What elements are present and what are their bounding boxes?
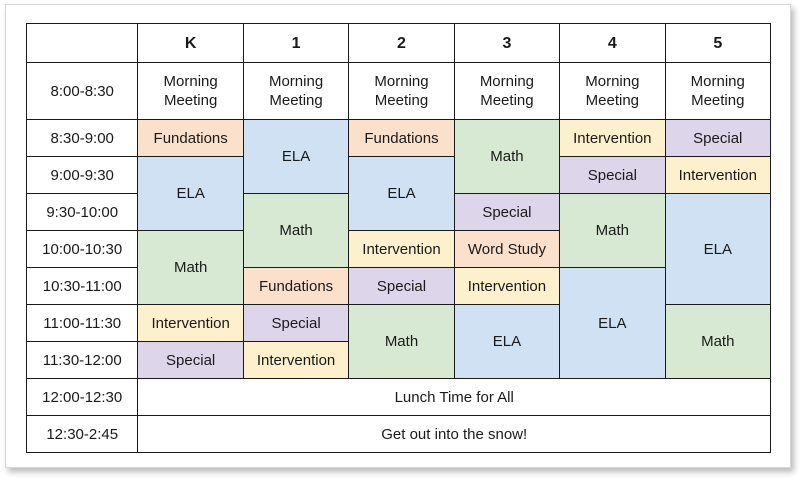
math-cell: Math	[454, 120, 559, 194]
ela-cell: ELA	[243, 120, 348, 194]
fundations-cell: Fundations	[349, 120, 454, 157]
time-cell: 9:00-9:30	[27, 157, 138, 194]
morning-meeting-cell: Morning Meeting	[454, 63, 559, 120]
math-cell: Math	[349, 305, 454, 379]
schedule-table	[26, 23, 771, 453]
time-cell: 12:00-12:30	[27, 379, 138, 416]
special-cell: Special	[243, 305, 348, 342]
header-row	[27, 24, 771, 63]
fundations-cell: Fundations	[138, 120, 243, 157]
intervention-cell: Intervention	[349, 231, 454, 268]
table-row	[27, 63, 771, 120]
morning-meeting-cell: Morning Meeting	[560, 63, 665, 120]
special-cell: Special	[138, 342, 243, 379]
afternoon-cell: Get out into the snow!	[138, 416, 771, 453]
grade-header: K	[138, 24, 243, 63]
morning-meeting-cell: Morning Meeting	[665, 63, 770, 120]
time-cell: 10:30-11:00	[27, 268, 138, 305]
grade-header: 4	[560, 24, 665, 63]
time-cell: 11:00-11:30	[27, 305, 138, 342]
intervention-cell: Intervention	[454, 268, 559, 305]
morning-meeting-cell: Morning Meeting	[243, 63, 348, 120]
morning-meeting-cell: Morning Meeting	[138, 63, 243, 120]
math-cell: Math	[560, 194, 665, 268]
time-cell: 11:30-12:00	[27, 342, 138, 379]
word-study-cell: Word Study	[454, 231, 559, 268]
ela-cell: ELA	[349, 157, 454, 231]
time-cell: 10:00-10:30	[27, 231, 138, 268]
table-row	[27, 379, 771, 416]
ela-cell: ELA	[454, 305, 559, 379]
math-cell: Math	[243, 194, 348, 268]
schedule-card	[5, 4, 791, 468]
ela-cell: ELA	[138, 157, 243, 231]
special-cell: Special	[349, 268, 454, 305]
table-row	[27, 157, 771, 194]
time-cell: 8:30-9:00	[27, 120, 138, 157]
special-cell: Special	[560, 157, 665, 194]
corner-cell	[27, 24, 138, 63]
grade-header: 5	[665, 24, 770, 63]
morning-meeting-cell: Morning Meeting	[349, 63, 454, 120]
ela-cell: ELA	[560, 268, 665, 379]
grade-header: 1	[243, 24, 348, 63]
special-cell: Special	[665, 120, 770, 157]
intervention-cell: Intervention	[560, 120, 665, 157]
math-cell: Math	[138, 231, 243, 305]
table-row	[27, 416, 771, 453]
lunch-cell: Lunch Time for All	[138, 379, 771, 416]
table-row	[27, 120, 771, 157]
grade-header: 3	[454, 24, 559, 63]
time-cell: 9:30-10:00	[27, 194, 138, 231]
grade-header: 2	[349, 24, 454, 63]
special-cell: Special	[454, 194, 559, 231]
time-cell: 12:30-2:45	[27, 416, 138, 453]
time-cell: 8:00-8:30	[27, 63, 138, 120]
intervention-cell: Intervention	[243, 342, 348, 379]
ela-cell: ELA	[665, 194, 770, 305]
fundations-cell: Fundations	[243, 268, 348, 305]
math-cell: Math	[665, 305, 770, 379]
intervention-cell: Intervention	[665, 157, 770, 194]
intervention-cell: Intervention	[138, 305, 243, 342]
